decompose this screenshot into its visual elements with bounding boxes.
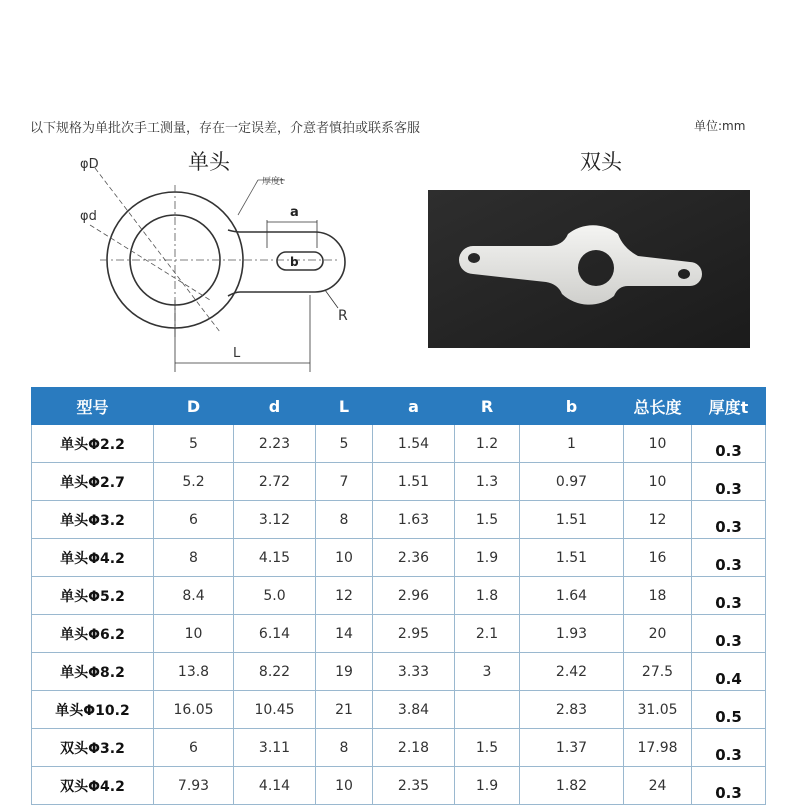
table-row bbox=[32, 691, 766, 729]
single-head-title: 单头 bbox=[188, 150, 230, 174]
cell-a: 1.54 bbox=[373, 425, 455, 463]
cell-l: 10 bbox=[316, 767, 373, 805]
cell-model: 单头Φ2.7 bbox=[32, 463, 154, 501]
header-thickness: 厚度t bbox=[692, 388, 766, 425]
table-row bbox=[32, 425, 766, 463]
cell-d-outer: 8.4 bbox=[154, 577, 234, 615]
cell-total-length: 18 bbox=[624, 577, 692, 615]
cell-total-length: 10 bbox=[624, 425, 692, 463]
cell-a: 3.84 bbox=[373, 691, 455, 729]
header-a: a bbox=[373, 388, 455, 425]
cell-r: 2.1 bbox=[455, 615, 520, 653]
cell-d-inner: 4.15 bbox=[234, 539, 316, 577]
a-label: a bbox=[290, 205, 299, 220]
cell-model: 单头Φ6.2 bbox=[32, 615, 154, 653]
cell-total-length: 16 bbox=[624, 539, 692, 577]
outer-diameter-label: φD bbox=[80, 157, 99, 172]
cell-model: 单头Φ3.2 bbox=[32, 501, 154, 539]
cell-l: 10 bbox=[316, 539, 373, 577]
cell-r: 1.2 bbox=[455, 425, 520, 463]
cell-a: 2.96 bbox=[373, 577, 455, 615]
b-label: b bbox=[290, 255, 299, 269]
cell-thickness: 0.3 bbox=[692, 577, 766, 615]
cell-b: 1.51 bbox=[520, 501, 624, 539]
cell-d-outer: 6 bbox=[154, 501, 234, 539]
cell-d-inner: 4.14 bbox=[234, 767, 316, 805]
table-row bbox=[32, 501, 766, 539]
cell-b: 2.83 bbox=[520, 691, 624, 729]
cell-total-length: 20 bbox=[624, 615, 692, 653]
cell-d-outer: 7.93 bbox=[154, 767, 234, 805]
cell-d-inner: 3.11 bbox=[234, 729, 316, 767]
l-label: L bbox=[233, 346, 241, 361]
cell-model: 单头Φ5.2 bbox=[32, 577, 154, 615]
cell-b: 1.82 bbox=[520, 767, 624, 805]
table-row bbox=[32, 729, 766, 767]
cell-thickness: 0.3 bbox=[692, 425, 766, 463]
cell-thickness: 0.5 bbox=[692, 691, 766, 729]
cell-d-inner: 6.14 bbox=[234, 615, 316, 653]
cell-a: 2.95 bbox=[373, 615, 455, 653]
cell-model: 双头Φ3.2 bbox=[32, 729, 154, 767]
table-header-row bbox=[32, 388, 766, 425]
cell-thickness: 0.3 bbox=[692, 463, 766, 501]
cell-b: 1 bbox=[520, 425, 624, 463]
cell-d-inner: 3.12 bbox=[234, 501, 316, 539]
r-label: R bbox=[338, 308, 348, 324]
cell-a: 1.63 bbox=[373, 501, 455, 539]
cell-b: 0.97 bbox=[520, 463, 624, 501]
inner-diameter-label: φd bbox=[80, 209, 97, 224]
cell-r: 1.5 bbox=[455, 501, 520, 539]
cell-d-outer: 16.05 bbox=[154, 691, 234, 729]
table-row bbox=[32, 653, 766, 691]
cell-total-length: 17.98 bbox=[624, 729, 692, 767]
table-row bbox=[32, 539, 766, 577]
double-head-title: 双头 bbox=[580, 150, 622, 174]
cell-d-inner: 2.23 bbox=[234, 425, 316, 463]
cell-d-outer: 13.8 bbox=[154, 653, 234, 691]
single-head-drawing bbox=[70, 150, 390, 385]
cell-a: 1.51 bbox=[373, 463, 455, 501]
cell-model: 单头Φ2.2 bbox=[32, 425, 154, 463]
measurement-note: 以下规格为单批次手工测量，存在一定误差，介意者慎拍或联系客服 bbox=[30, 121, 421, 136]
header-b: b bbox=[520, 388, 624, 425]
cell-d-inner: 5.0 bbox=[234, 577, 316, 615]
double-head-photo bbox=[428, 190, 750, 348]
cell-d-inner: 8.22 bbox=[234, 653, 316, 691]
cell-l: 7 bbox=[316, 463, 373, 501]
cell-l: 8 bbox=[316, 501, 373, 539]
cell-l: 5 bbox=[316, 425, 373, 463]
header-d-outer: D bbox=[154, 388, 234, 425]
cell-b: 1.51 bbox=[520, 539, 624, 577]
cell-a: 2.36 bbox=[373, 539, 455, 577]
cell-d-outer: 5.2 bbox=[154, 463, 234, 501]
table-row bbox=[32, 463, 766, 501]
spec-table bbox=[31, 387, 766, 805]
cell-l: 14 bbox=[316, 615, 373, 653]
cell-thickness: 0.3 bbox=[692, 615, 766, 653]
cell-r: 1.9 bbox=[455, 767, 520, 805]
header-d-inner: d bbox=[234, 388, 316, 425]
cell-model: 双头Φ4.2 bbox=[32, 767, 154, 805]
header-model: 型号 bbox=[32, 388, 154, 425]
header-l: L bbox=[316, 388, 373, 425]
cell-b: 1.37 bbox=[520, 729, 624, 767]
cell-thickness: 0.4 bbox=[692, 653, 766, 691]
cell-a: 2.18 bbox=[373, 729, 455, 767]
cell-d-outer: 6 bbox=[154, 729, 234, 767]
unit-label: 单位:mm bbox=[694, 119, 746, 133]
header-r: R bbox=[455, 388, 520, 425]
header-total-length: 总长度 bbox=[624, 388, 692, 425]
cell-r bbox=[455, 691, 520, 729]
cell-thickness: 0.3 bbox=[692, 501, 766, 539]
table-row bbox=[32, 577, 766, 615]
cell-r: 1.3 bbox=[455, 463, 520, 501]
cell-a: 3.33 bbox=[373, 653, 455, 691]
cell-thickness: 0.3 bbox=[692, 729, 766, 767]
cell-l: 12 bbox=[316, 577, 373, 615]
cell-d-outer: 8 bbox=[154, 539, 234, 577]
cell-thickness: 0.3 bbox=[692, 767, 766, 805]
table-row bbox=[32, 615, 766, 653]
cell-b: 1.64 bbox=[520, 577, 624, 615]
cell-r: 1.5 bbox=[455, 729, 520, 767]
cell-d-outer: 5 bbox=[154, 425, 234, 463]
cell-b: 2.42 bbox=[520, 653, 624, 691]
cell-model: 单头Φ8.2 bbox=[32, 653, 154, 691]
cell-l: 21 bbox=[316, 691, 373, 729]
cell-r: 1.8 bbox=[455, 577, 520, 615]
cell-model: 单头Φ4.2 bbox=[32, 539, 154, 577]
cell-total-length: 10 bbox=[624, 463, 692, 501]
cell-l: 19 bbox=[316, 653, 373, 691]
cell-l: 8 bbox=[316, 729, 373, 767]
cell-r: 1.9 bbox=[455, 539, 520, 577]
cell-total-length: 12 bbox=[624, 501, 692, 539]
cell-b: 1.93 bbox=[520, 615, 624, 653]
cell-total-length: 24 bbox=[624, 767, 692, 805]
cell-d-inner: 10.45 bbox=[234, 691, 316, 729]
cell-d-outer: 10 bbox=[154, 615, 234, 653]
table-row bbox=[32, 767, 766, 805]
cell-r: 3 bbox=[455, 653, 520, 691]
cell-d-inner: 2.72 bbox=[234, 463, 316, 501]
cell-total-length: 27.5 bbox=[624, 653, 692, 691]
cell-model: 单头Φ10.2 bbox=[32, 691, 154, 729]
thickness-label: 厚度t bbox=[262, 177, 284, 187]
cell-a: 2.35 bbox=[373, 767, 455, 805]
cell-total-length: 31.05 bbox=[624, 691, 692, 729]
cell-thickness: 0.3 bbox=[692, 539, 766, 577]
